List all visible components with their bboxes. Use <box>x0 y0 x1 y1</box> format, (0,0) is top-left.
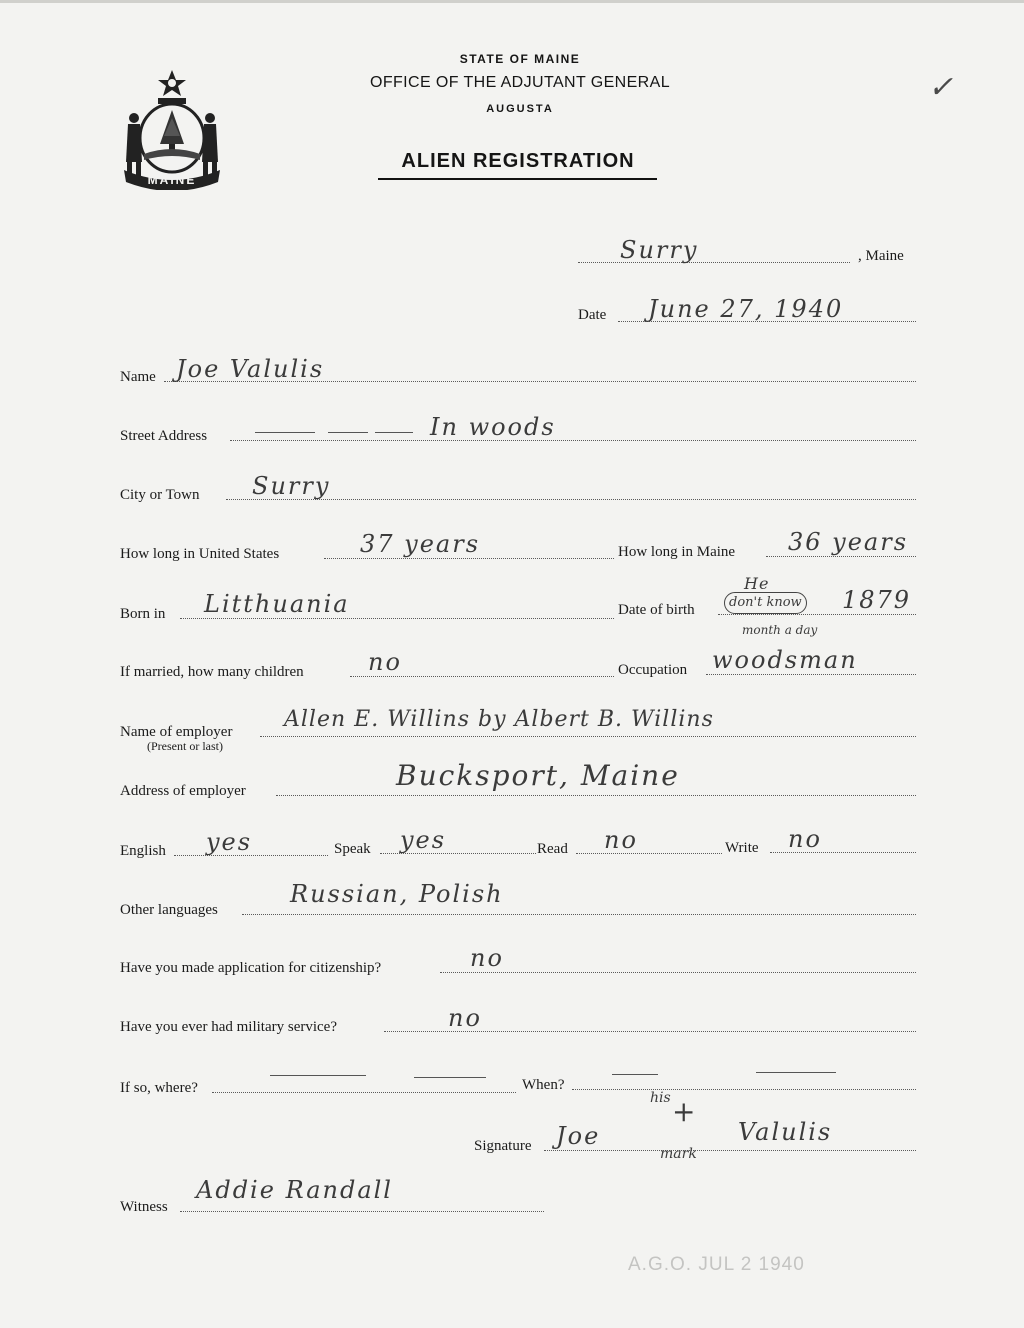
street-address-value: In woods <box>430 413 556 441</box>
when-line <box>572 1089 916 1090</box>
employer-address-line <box>276 795 916 796</box>
street-address-label: Street Address <box>120 428 208 444</box>
town-line <box>578 262 850 263</box>
seal-banner-text: MAINE <box>147 173 197 187</box>
write-value: no <box>788 825 822 853</box>
where-dash-1 <box>270 1075 366 1076</box>
citizenship-line <box>440 972 916 973</box>
date-of-birth-label: Date of birth <box>618 602 695 618</box>
title-underline <box>378 178 657 180</box>
born-in-line <box>180 618 614 619</box>
name-value: Joe Valulis <box>176 355 325 383</box>
how-long-us-value: 37 years <box>360 530 481 558</box>
occupation-line <box>706 674 916 675</box>
military-label: Have you ever had military service? <box>120 1019 337 1035</box>
street-dash-2 <box>328 432 368 433</box>
date-of-birth-value: 1879 <box>842 586 912 614</box>
citizenship-label: Have you made application for citizenship? <box>120 960 382 976</box>
signature-line <box>544 1150 916 1151</box>
other-languages-value: Russian, Polish <box>290 880 504 908</box>
occupation-label: Occupation <box>618 662 688 678</box>
date-of-birth-line <box>718 614 916 615</box>
employer-name-label: Name of employer <box>120 724 233 740</box>
read-label: Read <box>537 841 568 857</box>
street-dash-3 <box>375 432 413 433</box>
when-dash-1 <box>612 1074 658 1075</box>
received-stamp: A.G.O. JUL 2 1940 <box>628 1254 805 1275</box>
speak-value: yes <box>400 826 447 854</box>
employer-name-line <box>260 736 916 737</box>
scan-edge <box>0 0 1024 3</box>
born-in-value: Litthuania <box>204 590 350 618</box>
signature-his: his <box>650 1090 671 1106</box>
when-label: When? <box>522 1077 565 1093</box>
children-line <box>350 676 614 677</box>
occupation-value: woodsman <box>712 646 858 674</box>
citizenship-value: no <box>470 944 504 972</box>
read-value: no <box>604 826 638 854</box>
employer-address-label: Address of employer <box>120 783 246 799</box>
header-office: OFFICE OF THE ADJUTANT GENERAL <box>369 74 671 91</box>
witness-line <box>180 1211 544 1212</box>
date-label: Date <box>578 307 607 323</box>
how-long-us-label: How long in United States <box>120 546 280 562</box>
city-label: City or Town <box>120 487 200 503</box>
signature-last: Valulis <box>738 1118 833 1146</box>
dob-note-top: He <box>744 574 770 593</box>
maine-label: , Maine <box>858 248 904 264</box>
how-long-maine-label: How long in Maine <box>618 544 736 560</box>
where-dash-2 <box>414 1077 486 1078</box>
witness-value: Addie Randall <box>196 1176 393 1204</box>
street-dash-1 <box>255 432 315 433</box>
how-long-maine-value: 36 years <box>788 528 909 556</box>
witness-label: Witness <box>120 1199 168 1215</box>
military-value: no <box>448 1004 482 1032</box>
dob-note-circled: don't know <box>724 592 807 614</box>
where-label: If so, where? <box>120 1080 198 1096</box>
when-dash-2 <box>756 1072 836 1073</box>
children-label: If married, how many children <box>120 664 304 680</box>
children-value: no <box>368 648 402 676</box>
header-state: STATE OF MAINE <box>459 52 581 66</box>
other-languages-line <box>242 914 916 915</box>
signature-first: Joe <box>556 1122 601 1150</box>
form-title: ALIEN REGISTRATION <box>401 150 635 172</box>
employer-address-value: Bucksport, Maine <box>396 759 680 792</box>
employer-name-sublabel: (Present or last) <box>147 739 223 753</box>
english-value: yes <box>206 828 253 856</box>
read-line <box>576 853 722 854</box>
employer-name-value: Allen E. Willins by Albert B. Willins <box>284 707 714 732</box>
how-long-maine-line <box>766 556 916 557</box>
other-languages-label: Other languages <box>120 902 218 918</box>
english-label: English <box>120 843 166 859</box>
header-city: AUGUSTA <box>486 103 554 115</box>
dob-note-bottom: month a day <box>742 623 818 637</box>
where-line <box>212 1092 516 1093</box>
born-in-label: Born in <box>120 606 166 622</box>
write-label: Write <box>725 840 759 856</box>
maine-state-seal-icon <box>118 66 226 190</box>
signature-mark-label: mark <box>660 1146 697 1162</box>
speak-label: Speak <box>334 841 371 857</box>
how-long-us-line <box>324 558 614 559</box>
signature-mark: + <box>672 1095 698 1128</box>
signature-label: Signature <box>474 1138 532 1154</box>
city-value: Surry <box>252 472 331 500</box>
town-value: Surry <box>620 236 699 264</box>
check-mark: ✓ <box>928 70 956 105</box>
date-value: June 27, 1940 <box>648 295 844 323</box>
name-label: Name <box>120 369 156 385</box>
street-address-line <box>230 440 916 441</box>
